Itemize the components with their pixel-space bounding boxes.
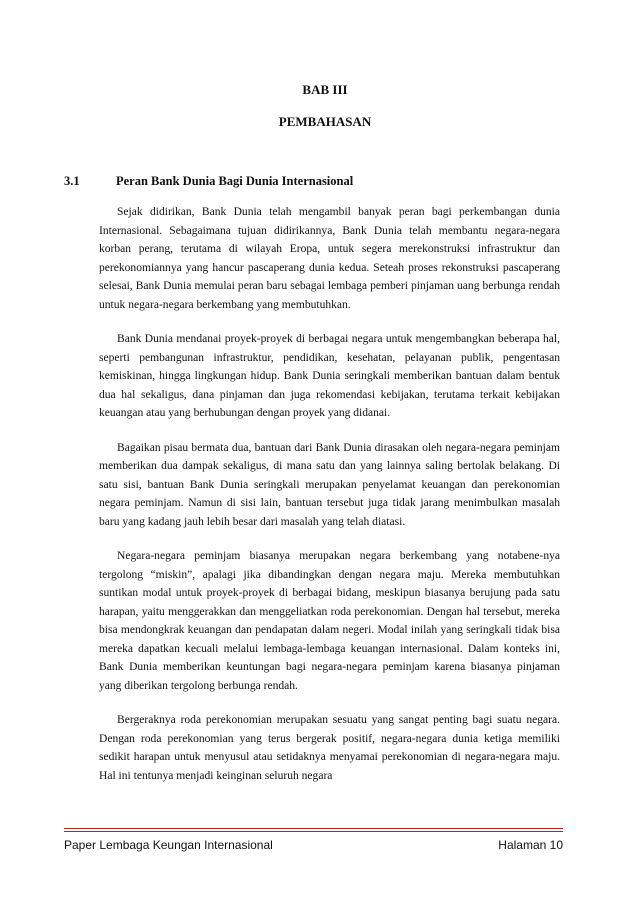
paragraph: Sejak didirikan, Bank Dunia telah mengambil banyak peran bagi perkembangan dunia Internasional. Sebagaimana tujuan didirikannya, Bank Dunia telah membantu negara-negara korban perang, terutama di wilayah Eropa, untuk segera merekonstruksi infrastruktur dan perekonomiannya yang hancur pascaperang dunia kedua. Seteah proses rekonstruksi pascaperang selesai, Bank Dunia memulai peran baru sebagai lembaga pemberi pinjaman uang berbunga rendah untuk negara-negara berkembang yang membutuhkan. — [99, 206, 560, 311]
chapter-title: PEMBAHASAN — [278, 114, 372, 129]
section-heading — [64, 174, 564, 189]
paragraph: Bank Dunia mendanai proyek-proyek di berbagai negara untuk mengembangkan beberapa hal, seperti pembangunan infrastruktur, pendidikan, kesehatan, pelayanan publik, pengentasan kemiskinan, hingga lingkungan hidup. Bank Dunia seringkali memberikan bantuan dalam bentuk dua hal sekaligus, dana pinjaman dan juga rekomendasi kebijakan, terutama terkait kebijakan keuangan atau yang berhubungan dengan proyek yang didanai. — [99, 333, 560, 419]
section-title: Peran Bank Dunia Bagi Dunia Internasional — [116, 174, 354, 188]
footer-page-number: Halaman 10 — [498, 838, 563, 852]
paragraph: Negara-negara peminjam biasanya merupakan negara berkembang yang notabene-nya tergolong “miskin”, apalagi jika dibandingkan dengan negara maju. Mereka membutuhkan suntikan modal untuk proyek-proyek di berbagai bidang, meskipun biasanya berujung pada satu harapan, yaitu menggerakkan dan menggeliatkan roda perekonomian. Dengan hal tersebut, mereka bisa mendongkrak keuangan dan pendapatan dalam negeri. Modal inilah yang seringkali tidak bisa mereka dapatkan kecuali melalui lembaga-lembaga keuangan internasional. Dalam konteks ini, Bank Dunia memberikan keuntungan bagi negara-negara peminjam karena biasanya pinjaman yang diberikan tergolong berbunga rendah. — [99, 550, 560, 692]
chapter-number: BAB III — [302, 82, 348, 97]
footer-divider-thin — [64, 831, 563, 832]
footer-divider — [64, 828, 563, 829]
footer-document-title: Paper Lembaga Keungan Internasional — [64, 838, 273, 852]
paragraph: Bergeraknya roda perekonomian merupakan sesuatu yang sangat penting bagi suatu negara. Dengan roda perekonomian yang terus bergerak positif, negara-negara dunia ketiga memiliki sedikit harapan untuk menyusul atau setidaknya menyamai perekonomian di negara-negara maju. Hal ini tentunya menjadi keinginan seluruh negara — [99, 714, 560, 782]
section-body — [99, 203, 560, 801]
paragraph: Bagaikan pisau bermata dua, bantuan dari Bank Dunia dirasakan oleh negara-negara peminjam memberikan dua dampak sekaligus, di mana satu dan yang lainnya saling bertolak belakang. Di satu sisi, bantuan Bank Dunia seringkali merupakan penyelamat keuangan dan perekonomian negara peminjam. Namun di sisi lain, bantuan tersebut juga tidak jarang menimbulkan masalah baru yang kadang jauh lebih besar dari masalah yang telah diatasi. — [99, 441, 560, 528]
section-number: 3.1 — [64, 174, 80, 188]
